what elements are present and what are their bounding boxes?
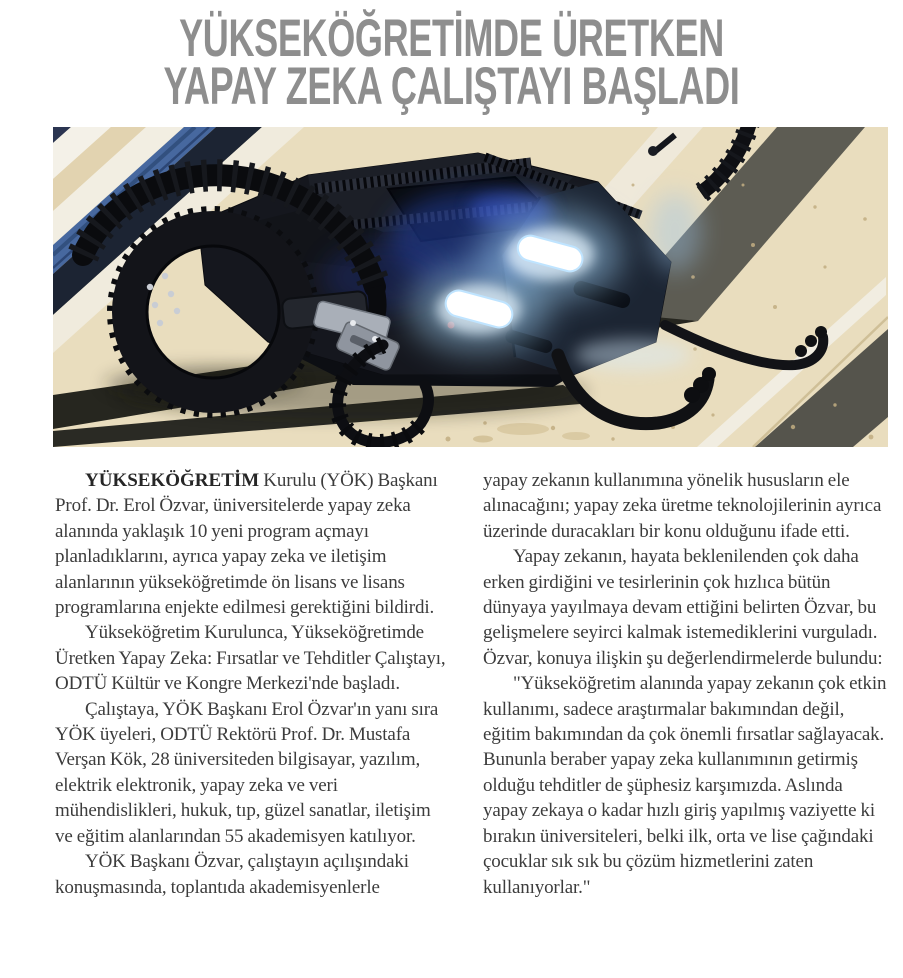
headline-line-2: YAPAY ZEKA ÇALIŞTAYI BAŞLADI <box>163 57 740 116</box>
lead-word: YÜKSEKÖĞRETİM <box>85 470 260 491</box>
headline-line-1: YÜKSEKÖĞRETİMDE ÜRETKEN <box>179 9 724 68</box>
paragraph: Çalıştaya, YÖK Başkanı Erol Özvar'ın yanı sıra YÖK üyeleri, ODTÜ Rektörü Prof. Dr. Mustafa Verşan Kök, 28 üniversiteden bilgisayar, yazılım, elektrik elektronik, yapay zeka ve veri mühendislikleri, hukuk, tıp, güzel sanatlar, iletişim ve eğitim alanlarından 55 akademisyen katılıyor. <box>55 698 439 847</box>
robot-photo-illustration <box>53 127 888 447</box>
lead-paragraph <box>55 468 447 620</box>
paragraph-continuation: yapay zekanın kullanımına yönelik hususların ele alınacağını; yapay zeka üretme teknolojilerinin ayrıca üzerinde duracakları bir konu olduğunu ifade etti. <box>483 470 882 542</box>
article-body <box>55 468 889 900</box>
article-column-left <box>55 468 447 900</box>
paragraph: YÖK Başkanı Özvar, çalıştayın açılışındaki konuşmasında, toplantıda akademisyenlerle <box>55 851 409 898</box>
article-column-right <box>483 468 889 900</box>
lead-text: Kurulu (YÖK) Başkanı Prof. Dr. Erol Özvar, üniversitelerde yapay zeka alanında yaklaşık 10 yeni program açmayı planladıklarını, ayrıca yapay zeka ve iletişim alanlarının yükseköğretimde ön lisans ve lisans programlarına enjekte edilmesi gerektiğini bildirdi. <box>55 470 438 619</box>
paragraph: Yükseköğretim Kurulunca, Yükseköğretimde Üretken Yapay Zeka: Fırsatlar ve Tehditler Çalıştayı, ODTÜ Kültür ve Kongre Merkezi'nde başladı. <box>55 622 446 695</box>
paragraph: Yapay zekanın, hayata beklenilenden çok daha erken girdiğini ve tesirlerinin çok hızlıca bütün dünyaya yayılmaya devam ettiğini belirten Özvar, bu gelişmelere seyirci kalmak istemediklerini vurguladı. Özvar, konuya ilişkin şu değerlendirmelerde bulundu: <box>483 546 883 669</box>
paragraph: "Yükseköğretim alanında yapay zekanın çok etkin kullanımı, sadece araştırmalar bakımından değil, eğitim bakımından da çok önemli fırsatlar sağlayacak. Bununla beraber yapay zeka kullanımının getirmiş olduğu tehditler de şüphesiz karşımızda. Aslında yapay zekaya o kadar hızlı giriş yapılmış vaziyette ki bırakın üniversiteleri, belki ilk, orta ve lise çağındaki çocuklar sık sık bu çözüm hizmetlerini zaten kullanıyorlar." <box>483 673 887 898</box>
article-photo <box>53 127 888 447</box>
page-title <box>0 0 903 116</box>
